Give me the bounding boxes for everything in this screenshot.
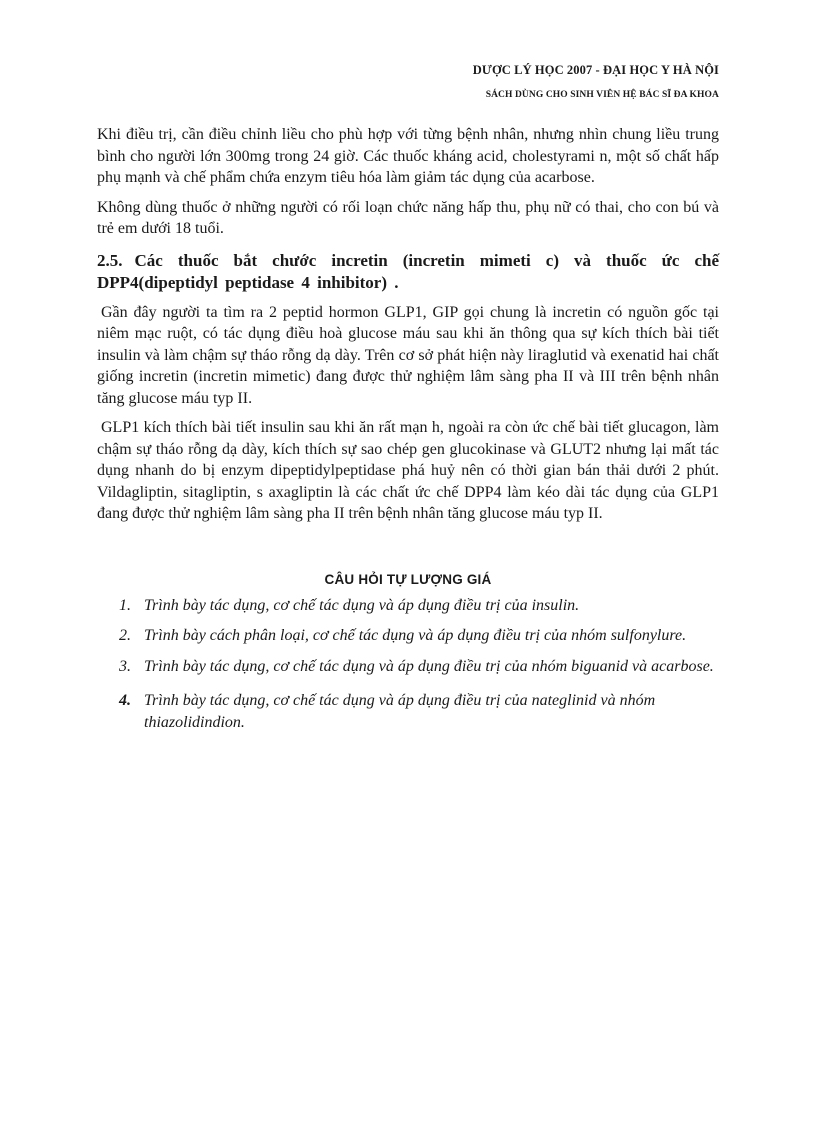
paragraph-dosage: Khi điều trị, cần điều chỉnh liều cho phù hợp với từng bệnh nhân, nhưng nhìn chung liều trung bình cho người lớn 300mg trong 24 giờ. Các thuốc kháng acid, cholestyrami n, một số chất hấp phụ mạnh và chế phẩm chứa enzym tiêu hóa làm giảm tác dụng của acarbose. <box>97 126 719 186</box>
question-number: 2. <box>119 627 131 644</box>
running-header-subtitle: SÁCH DÙNG CHO SINH VIÊN HỆ BÁC SĨ ĐA KHOA <box>485 90 719 100</box>
section-heading <box>97 250 719 295</box>
question-text: Trình bày cách phân loại, cơ chế tác dụng và áp dụng điều trị của nhóm sulfonylure. <box>144 627 687 644</box>
section-title: Các thuốc bắt chước incretin (incretin mimeti c) và thuốc ức chế DPP4(dipeptidyl peptidase 4 inhibitor) . <box>97 250 720 292</box>
question-text: Trình bày tác dụng, cơ chế tác dụng và áp dụng điều trị của nateglinid và nhóm thiazolidindion. <box>144 692 656 731</box>
page-content <box>97 124 719 742</box>
question-number: 4. <box>119 692 131 709</box>
paragraph-glp1: GLP1 kích thích bài tiết insulin sau khi ăn rất mạn h, ngoài ra còn ức chế bài tiết glucagon, làm chậm sự tháo rỗng dạ dày, kích thích sự sao chép gen glucokinase và GLUT2 nhưng lại mất tác dụng nhanh do bị enzym dipeptidylpeptidase phá huỷ nên có thời gian bán thải dưới 2 phút. Vildagliptin, sitagliptin, s axagliptin là các chất ức chế DPP4 làm kéo dài tác dụng của GLP1 đang được thử nghiệm lâm sàng pha II trên bệnh nhân tăng glucose máu typ II. <box>97 419 719 522</box>
running-header-title: DƯỢC LÝ HỌC 2007 - ĐẠI HỌC Y HÀ NỘI <box>472 63 719 77</box>
review-question-list <box>97 595 719 734</box>
question-number: 3. <box>119 657 131 675</box>
section-number: 2.5. <box>97 250 123 270</box>
review-question <box>97 690 719 733</box>
review-question <box>97 595 719 617</box>
review-title: CÂU HỎI TỰ LƯỢNG GIÁ <box>324 571 492 587</box>
paragraph-incretin: Gần đây người ta tìm ra 2 peptid hormon GLP1, GIP gọi chung là incretin có nguồn gốc tại niêm mạc ruột, có tác dụng điều hoà glucose máu sau khi ăn thông qua sự kích thích bài tiết insulin và làm chậm sự tháo rỗng dạ dày. Trên cơ sở phát hiện này liraglutid và exenatid hai chất giống incretin (incretin mimetic) đang được thử nghiệm lâm sàng pha II và III trên bệnh nhân tăng glucose máu typ II. <box>97 303 719 407</box>
review-question <box>97 625 719 647</box>
question-text: Trình bày tác dụng, cơ chế tác dụng và áp dụng điều trị của nhóm biguanid và acarbose. <box>144 657 714 675</box>
paragraph-contraindication: Không dùng thuốc ở những người có rối loạn chức năng hấp thu, phụ nữ có thai, cho con bú và trẻ em dưới 18 tuổi. <box>97 198 719 237</box>
question-number: 1. <box>119 596 131 614</box>
question-text: Trình bày tác dụng, cơ chế tác dụng và áp dụng điều trị của insulin. <box>144 596 580 614</box>
review-question <box>97 656 719 678</box>
